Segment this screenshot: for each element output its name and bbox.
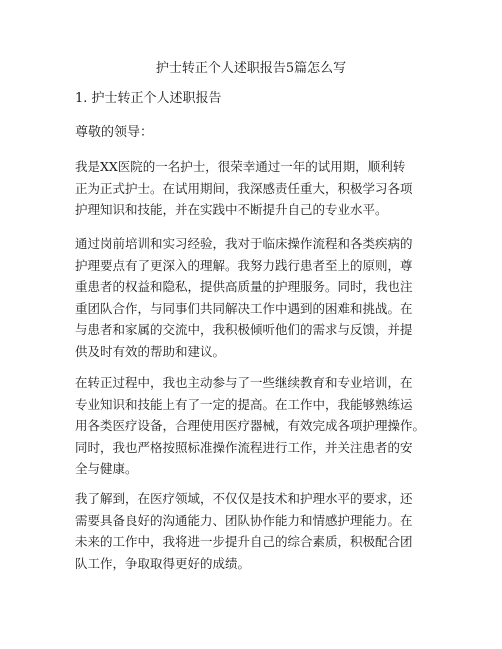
paragraph-line: 未来的工作中，我将进一步提升自己的综合素质，积极配合团 <box>75 534 413 549</box>
paragraph-line: 护理要点有了更深入的理解。我努力践行患者至上的原则，尊 <box>75 257 413 273</box>
paragraph-3 <box>75 372 425 480</box>
paragraph-line: 供及时有效的帮助和建议。 <box>75 343 226 359</box>
paragraph-line: 我是XX医院的一名护士，很荣幸通过一年的试用期，顺利转 <box>75 159 406 174</box>
paragraph-line: 用各类医疗设备，合理使用医疗器械，有效完成各项护理操作。 <box>75 418 426 433</box>
section-heading: 1. 护士转正个人述职报告 <box>75 91 222 106</box>
paragraph-line: 我了解到，在医疗领域，不仅仅是技术和护理水平的要求，还 <box>75 491 413 506</box>
paragraph-line: 需要具备良好的沟通能力、团队协作能力和情感护理能力。在 <box>75 512 413 528</box>
paragraph-line: 护理知识和技能，并在实践中不断提升自己的专业水平。 <box>75 202 388 217</box>
paragraph-line: 在转正过程中，我也主动参与了一些继续教育和专业培训，在 <box>75 375 413 390</box>
paragraph-line: 通过岗前培训和实习经验，我对于临床操作流程和各类疾病的 <box>75 236 413 251</box>
paragraph-line: 专业知识和技能上有了一定的提高。在工作中，我能够熟练运 <box>75 396 413 412</box>
paragraph-line: 全与健康。 <box>75 461 138 476</box>
salutation: 尊敬的领导： <box>75 125 154 140</box>
paragraph-line: 同时，我也严格按照标准操作流程进行工作，并关注患者的安 <box>75 439 413 455</box>
paragraph-line: 重团队合作，与同事们共同解决工作中遇到的困难和挑战。在 <box>75 300 413 316</box>
paragraph-4 <box>75 488 413 574</box>
paragraph-1 <box>75 156 413 221</box>
paragraph-line: 正为正式护士。在试用期间，我深感责任重大，积极学习各项 <box>75 180 413 196</box>
paragraph-line: 重患者的权益和隐私，提供高质量的护理服务。同时，我也注 <box>75 279 413 294</box>
paragraph-line: 与患者和家属的交流中，我积极倾听他们的需求与反馈，并提 <box>75 322 413 337</box>
paragraph-2 <box>75 233 413 362</box>
paragraph-line: 队工作，争取取得更好的成绩。 <box>75 555 251 571</box>
document-title: 护士转正个人述职报告5篇怎么写 <box>155 61 347 76</box>
